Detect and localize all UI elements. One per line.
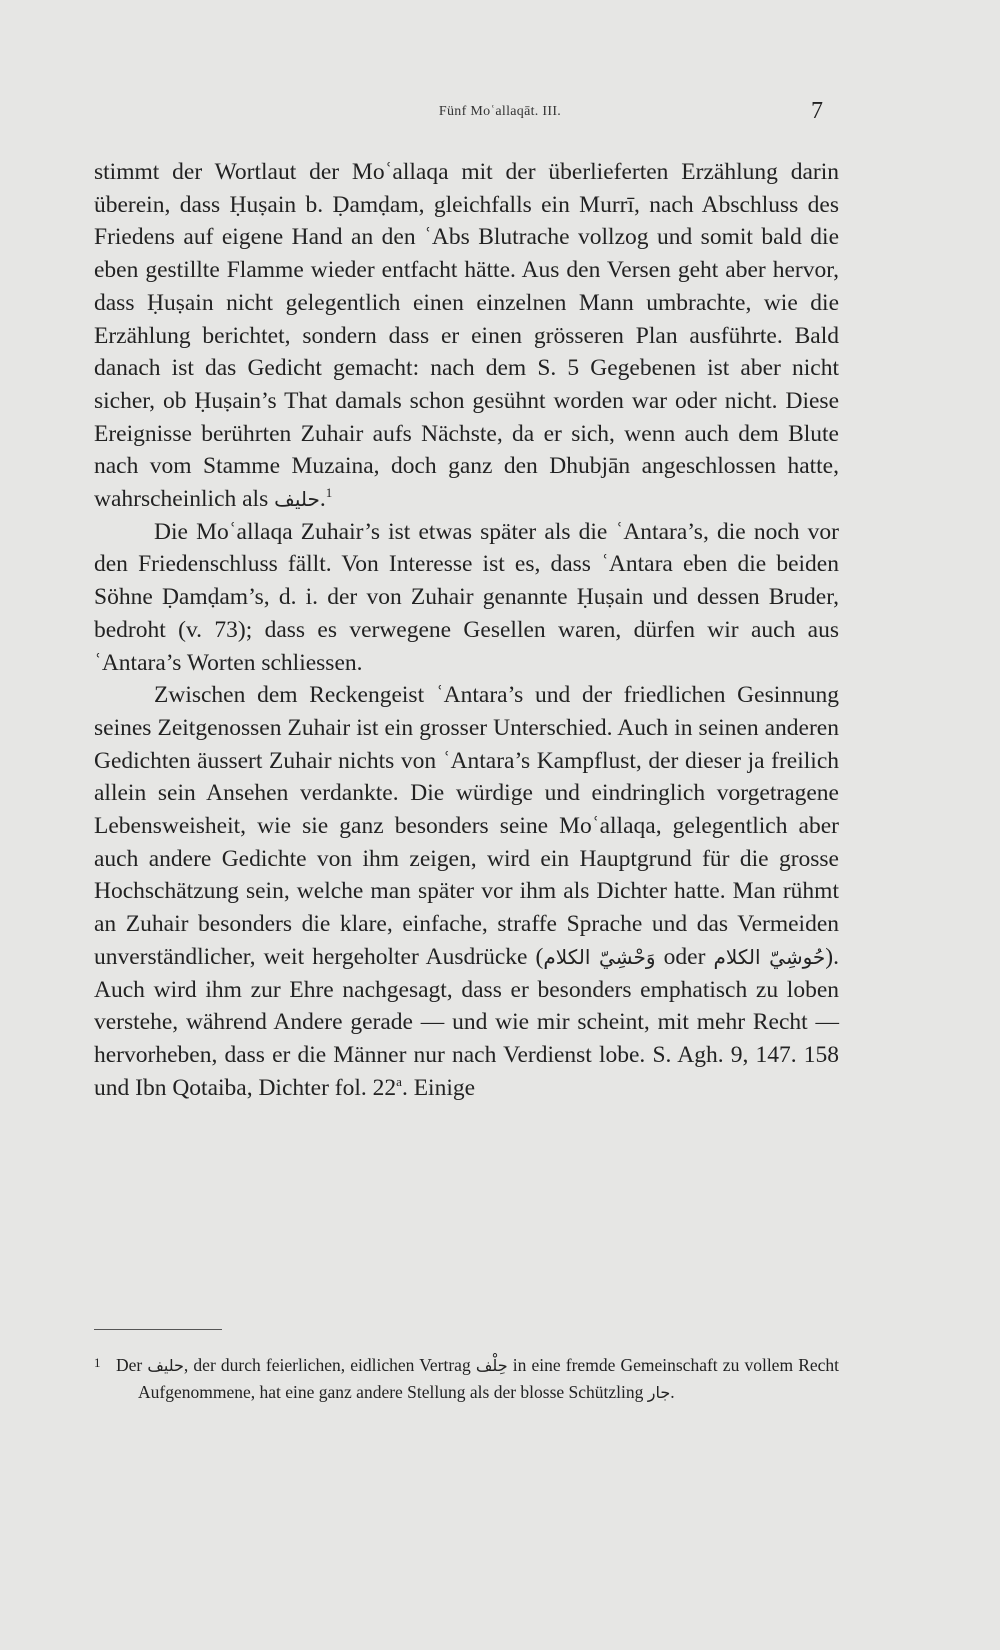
footnote-rule — [94, 1329, 222, 1330]
paragraph-1-end: . — [319, 486, 326, 513]
footnote-text-a: Der — [115, 1355, 148, 1375]
footnote-arabic-hilf: حِلْف — [475, 1356, 508, 1375]
paragraph-3-text-cont: ). Auch wird ihm zur Ehre nachgesagt, dass er besonders emphatisch zu loben verstehe, während Andere gerade — und wie mir scheint, mit mehr Recht — hervorheben, dass er die Männer nur nach Verdienst lobe. S. Agh. 9, 147. 158 und Ibn Qotaiba, Dichter fol. 22 — [94, 943, 839, 1101]
paragraph-3 — [94, 679, 839, 1104]
paragraph-1 — [94, 156, 839, 516]
page-number: 7 — [811, 98, 823, 124]
paragraph-3-end: . Einige — [401, 1074, 476, 1101]
paragraph-2: Die Moʿallaqa Zuhair’s ist etwas später als die ʿAntara’s, die noch vor den Friedenschluss fällt. Von Interesse ist es, dass ʿAntara eben die beiden Söhne Ḍamḍam’s, d. i. der von Zuhair genannte Ḥuṣain und dessen Bruder, bedroht (v. 73); dass es verwegene Gesellen waren, dürfen wir auch aus ʿAntara’s Worten schliessen. — [94, 518, 839, 676]
footnote-reference[interactable]: 1 — [325, 485, 333, 501]
footnote-text-d: . — [670, 1382, 675, 1402]
running-title: Fünf Moʿallaqāt. III. — [438, 104, 562, 119]
paragraph-1-text: stimmt der Wortlaut der Moʿallaqa mit der überlieferten Erzählung darin überein, dass Ḥuṣain b. Ḍamḍam, gleichfalls ein Murrī, nach Abschluss des Friedens auf eigene Hand an den ʿAbs Blutrache vollzog und somit bald die eben gestillte Flamme wieder entfacht hätte. Aus den Versen geht aber hervor, dass Ḥuṣain nicht gelegentlich einen einzelnen Mann umbrachte, wie die Erzählung berichtet, sondern dass er einen grösseren Plan ausführte. Bald danach ist das Gedicht gemacht: nach dem S. 5 Gegebenen ist aber nicht sicher, ob Ḥuṣain’s That damals schon gesühnt worden war oder nicht. Diese Ereignisse berührten Zuhair aufs Nächste, da er sich, wenn auch dem Blute nach vom Stamme Muzaina, doch ganz den Dhubjān angeschlossen hatte, wahrscheinlich als — [94, 159, 839, 513]
main-text — [94, 156, 839, 1104]
footnote-text-c: in eine fremde Gemeinschaft zu vollem Recht Aufgenommene, hat eine ganz andere Stellung als der blosse Schützling — [138, 1355, 840, 1402]
paragraph-3-text: Zwischen dem Reckengeist ʿAntara’s und der friedlichen Gesinnung seines Zeitgenossen Zuhair ist ein grosser Unterschied. Auch in seinen anderen Gedichten äussert Zuhair nichts von ʿAntara’s Kampflust, der dieser ja freilich allein sein Ansehen verdankte. Die würdige und eindringlich vorgetragene Lebensweisheit, wie sie ganz besonders seine Moʿallaqa, gelegentlich aber auch andere Gedichte von ihm zeigen, wird ein Hauptgrund für die grosse Hochschätzung sein, welche man später vor ihm als Dichter hatte. Man rühmt an Zuhair besonders die klare, einfache, straffe Sprache und das Vermeiden unverständlicher, weit hergeholter Ausdrücke ( — [94, 682, 839, 970]
footnote-body — [94, 1349, 839, 1406]
footnote-arabic-halif: حليف — [147, 1356, 184, 1375]
folio-superscript: a — [396, 1073, 402, 1089]
arabic-term-halif: حليف — [274, 487, 320, 512]
arabic-term-wahshi: وَحْشِيّ الكلام — [543, 944, 656, 969]
footnote-text-b: , der durch feierlichen, eidlichen Vertrag — [183, 1355, 476, 1375]
footnote-1 — [94, 1349, 839, 1406]
arabic-term-hushi: حُوشِيّ الكلام — [713, 944, 826, 969]
footnote-arabic-jar: جار — [647, 1383, 671, 1402]
paragraph-3-oder: oder — [655, 943, 714, 970]
footnote-number: 1 — [94, 1355, 101, 1370]
